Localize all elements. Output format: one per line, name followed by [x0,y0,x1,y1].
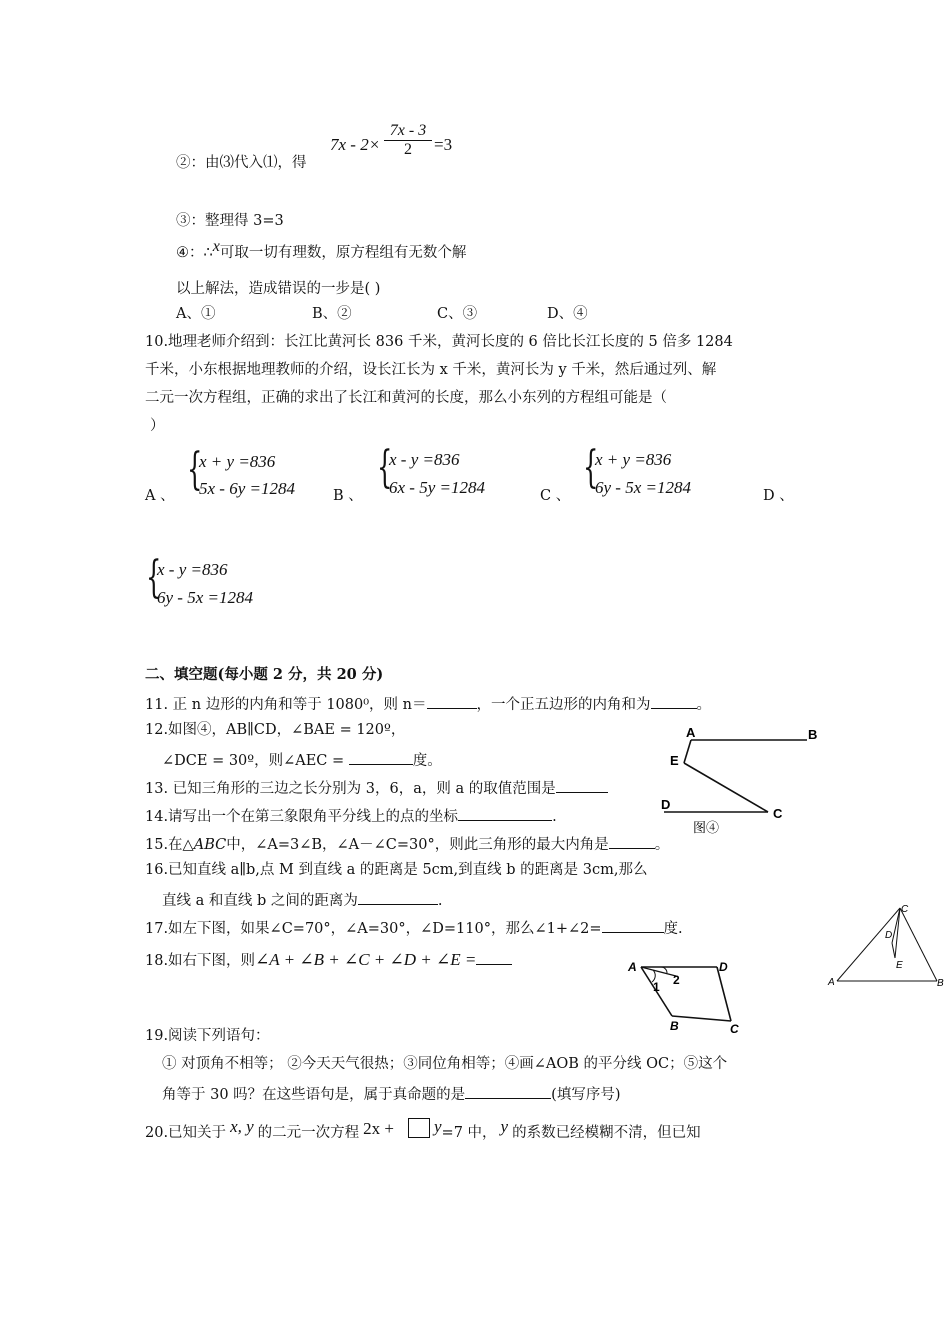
q9-option-b: B、② [312,306,352,322]
q15-text-b: 中，∠A=3∠B，∠A－∠C=30°，则此三角形的最大内角是 [226,837,609,853]
q14-text-a: 14.请写出一个在第三象限角平分线上的点的坐标 [145,809,459,825]
label-c: C [730,1022,739,1035]
line-ae [684,740,691,763]
q10-a-eq1: x + y =836 [199,452,276,471]
answer-blank[interactable] [349,750,413,765]
label-c: C [773,806,783,821]
q9-option-c: C、③ [437,306,478,322]
label-d: D [885,930,893,941]
fraction-numerator: 7x - 3 [384,122,432,141]
q9-step2-expr-left: 7x - 2× [330,135,381,154]
q9-step4-prefix: ④：∴ [176,245,213,261]
q11-text-b: ，一个正五边形的内角和为 [476,697,651,713]
q15-text-c: 。 [654,837,670,853]
q14-text-b: . [552,809,557,825]
q13-text: 13. 已知三角形的三边之长分别为 3，6，a，则 a 的取值范围是 [145,781,556,797]
q9-step4-var: x [212,238,220,255]
figure-quadrilateral [625,955,755,1035]
q12-line2 [162,750,442,770]
q11-text-c: 。 [696,697,711,713]
q20-y2: y [500,1117,509,1136]
answer-blank[interactable] [358,890,438,905]
q10-d-eq1: x - y =836 [157,560,228,579]
q20 [145,1118,701,1142]
q10-c-eq2: 6y - 5x =1284 [595,478,691,497]
side-ac [837,908,900,981]
label-e: E [670,753,679,768]
q12-text-a: ∠DCE = 30º，则∠AEC = [162,753,349,769]
q10-c-eq1: x + y =836 [595,450,672,469]
q12-line1: 12.如图④，AB∥CD，∠BAE = 120º， [145,722,406,738]
label-a: A [686,725,696,740]
answer-blank[interactable] [609,834,655,849]
angle-label-2: 2 [673,973,680,987]
q9-step2-label: ②：由⑶代入⑴，得 [176,155,307,171]
q19-line1: 19.阅读下列语句： [145,1028,270,1044]
answer-blank[interactable] [465,1084,551,1099]
q20-text-c: =7 中， [441,1125,497,1141]
q10-d-eq2: 6y - 5x =1284 [157,588,253,607]
q20-vars: x, y [230,1117,254,1136]
q17-text-b: 度. [663,921,683,937]
q13 [145,778,608,798]
q17-text-a: 17.如左下图，如果∠C=70°，∠A=30°，∠D=110°，那么∠1+∠2= [145,921,602,937]
figure-triangle-de [825,898,947,994]
answer-blank[interactable] [476,950,512,965]
q11-text-a: 11. 正 n 边形的内角和等于 1080⁰，则 n＝ [145,697,427,713]
q10-a-eq2: 5x - 6y =1284 [199,479,295,498]
q18 [145,950,512,970]
figure-4 [655,722,830,834]
q18-expr: ∠A + ∠B + ∠C + ∠D + ∠E = [255,950,477,969]
q9-step2-expr-right: =3 [434,135,453,154]
answer-blank[interactable] [651,694,697,709]
q10-label-a: A 、 [145,488,175,504]
q12-text-b: 度。 [412,753,442,769]
brace-icon: { [583,442,599,493]
label-d: D [719,960,728,974]
label-b: B [937,978,944,989]
q19-line2: ① 对顶角不相等； ②今天天气很热；③同位角相等；④画∠AOB 的平分线 OC；⑤这个 [162,1056,728,1072]
answer-blank[interactable] [602,918,664,933]
q19-text-a: 角等于 30 吗？在这些语句是，属于真命题的是 [162,1087,466,1103]
answer-blank[interactable] [556,778,608,793]
answer-blank[interactable] [427,694,477,709]
angle-label-1: 1 [653,980,660,994]
section-title: 二、填空题(每小题 2 分，共 20 分) [145,666,384,683]
q11 [145,694,711,714]
coefficient-box[interactable] [408,1118,430,1138]
label-b: B [808,727,818,742]
q10-line4: ） [150,418,165,434]
q9-step4 [176,238,467,262]
q15-text-a: 15.在△ [145,837,194,853]
side-bc [672,1016,731,1021]
q9-step4-text: 可取一切有理数，原方程组有无数个解 [219,245,467,261]
answer-blank[interactable] [458,806,552,821]
label-b: B [670,1019,679,1033]
label-a: A [628,960,637,974]
segment-ce [895,908,900,958]
q10-line1: 10.地理老师介绍到：长江比黄河长 836 千米，黄河长度的 6 倍比长江长度的 5 倍多 1284 [145,334,733,350]
q20-text-b: 的二元一次方程 [257,1125,360,1141]
label-a: A [828,977,835,988]
line-ec [684,763,768,812]
q10-b-eq1: x - y =836 [389,450,460,469]
q15 [145,834,669,854]
q19-text-b: (填写序号) [551,1087,621,1103]
q10-label-d: D 、 [763,488,794,504]
q16-line2 [162,890,442,910]
figure-caption: 图④ [693,821,720,834]
q16-text-b: . [437,893,443,909]
q18-text-a: 18.如右下图，则 [145,953,256,969]
q20-text-a: 20.已知关于 [145,1125,227,1141]
q9-step2-fraction [384,122,432,159]
label-c: C [901,904,909,915]
q17 [145,918,683,938]
q10-line3: 二元一次方程组，正确的求出了长江和黄河的长度，那么小东列的方程组可能是（ [145,390,667,406]
q20-expr: 2x + [363,1119,394,1138]
brace-icon: { [146,552,162,603]
label-d: D [661,797,671,812]
q10-label-b: B 、 [333,488,363,504]
label-e: E [896,960,903,971]
q10-label-c: C 、 [540,488,571,504]
segment-de [892,943,895,958]
q15-triangle-name: ABC [193,837,227,853]
q9-option-d: D、④ [547,306,588,322]
brace-icon: { [187,444,203,495]
q20-y: y [434,1117,442,1136]
q9-option-a: A、① [176,306,216,322]
q9-step3: ③：整理得 3=3 [176,213,284,229]
brace-icon: { [377,442,393,493]
q10-b-eq2: 6x - 5y =1284 [389,478,485,497]
fraction-denominator: 2 [404,141,412,158]
q16-text-a: 直线 a 和直线 b 之间的距离为 [162,893,358,909]
q10-line2: 千米，小东根据地理教师的介绍，设长江长为 x 千米，黄河长为 y 千米，然后通过列、解 [145,362,717,378]
q14 [145,806,557,826]
q9-question: 以上解法，造成错误的一步是( ) [176,281,381,297]
side-dc [717,967,731,1021]
q16-line1: 16.已知直线 a∥b,点 M 到直线 a 的距离是 5cm,到直线 b 的距离是 3cm,那么 [145,862,648,878]
q20-text-d: 的系数已经模糊不清，但已知 [512,1125,701,1141]
q19-line3 [162,1084,621,1104]
side-bc [900,908,937,981]
